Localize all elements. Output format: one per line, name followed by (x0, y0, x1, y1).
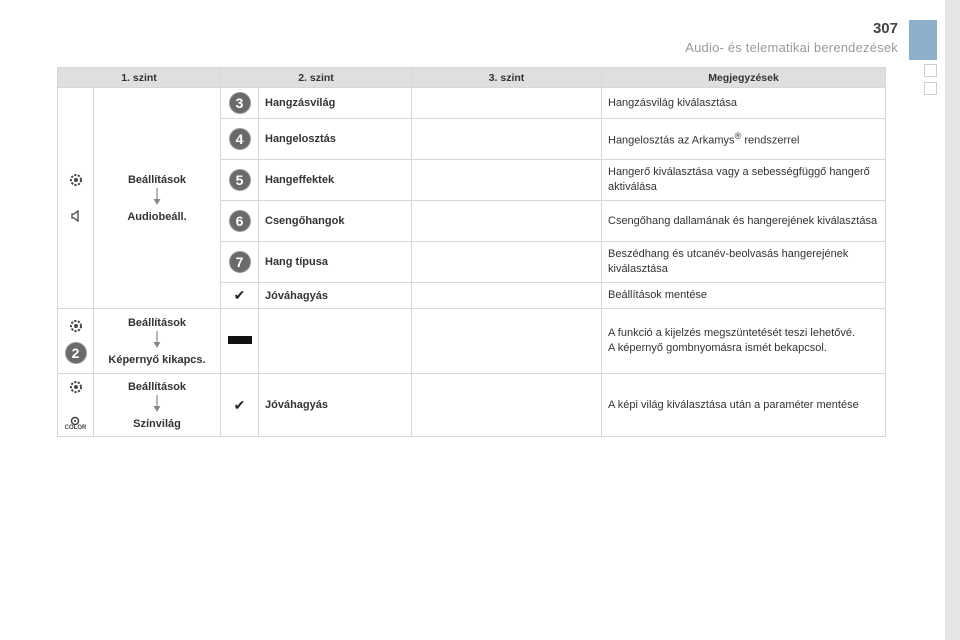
note-cell: A képi világ kiválasztása után a paraméter mentése (602, 374, 886, 437)
step-badge (221, 242, 259, 283)
level3-cell (412, 119, 602, 160)
screen-off-symbol-cell (221, 309, 259, 374)
check-cell (221, 374, 259, 437)
step-badge (221, 160, 259, 201)
table-header-row (58, 68, 886, 88)
number-badge: 7 (229, 251, 251, 273)
arrow-down-icon (152, 188, 162, 206)
note-cell (602, 119, 886, 160)
checkmark-icon: ✔ (233, 396, 246, 413)
checkmark-icon: ✔ (233, 287, 246, 303)
table-row (58, 374, 886, 437)
page-number: 307 (872, 20, 898, 37)
arrow-down-icon (152, 395, 162, 413)
note-text: rendszerrel (741, 134, 800, 147)
step-badge (221, 201, 259, 242)
menu-label-settings: Beállítások (127, 316, 187, 329)
level3-cell (412, 160, 602, 201)
level2-cell: Hangeffektek (259, 160, 412, 201)
settings-gear-icon (68, 318, 84, 334)
note-cell: Beszédhang és utcanév-beolvasás hangerejének kiválasztása (602, 242, 886, 283)
note-cell: Hangzásvilág kiválasztása (602, 88, 886, 119)
level2-cell: Jóváhagyás (259, 283, 412, 309)
number-badge: 3 (229, 92, 251, 114)
menu-label-settings: Beállítások (127, 173, 187, 186)
table-row (58, 309, 886, 374)
col-header-notes: Megjegyzések (602, 68, 886, 88)
level2-cell: Csengőhangok (259, 201, 412, 242)
level2-cell: Hangzásvilág (259, 88, 412, 119)
color-icon (65, 415, 87, 431)
level3-cell (412, 309, 602, 374)
chapter-title: Audio- és telematikai berendezések (685, 40, 898, 55)
col-header-level3: 3. szint (412, 68, 602, 88)
number-badge: 5 (229, 169, 251, 191)
settings-table (57, 67, 886, 437)
settings-gear-icon (68, 379, 84, 395)
level3-cell (412, 374, 602, 437)
screen-off-icon (228, 336, 252, 344)
note-cell: Beállítások mentése (602, 283, 886, 309)
col-header-level2: 2. szint (221, 68, 412, 88)
number-badge: 6 (229, 210, 251, 232)
page-marker-box (924, 64, 937, 77)
chapter-tab (909, 20, 937, 60)
level1-icons (58, 309, 94, 374)
note-cell: Csengőhang dallamának és hangerejének kiválasztása (602, 201, 886, 242)
number-badge: 2 (65, 342, 87, 364)
registered-mark: ® (734, 131, 742, 142)
level1-menu-screen-off (94, 309, 221, 374)
level2-cell: Hang típusa (259, 242, 412, 283)
arrow-down-icon (152, 331, 162, 349)
page-marker-box (924, 82, 937, 95)
note-line: A képernyő gombnyomásra ismét bekapcsol. (608, 342, 827, 354)
level3-cell (412, 242, 602, 283)
note-cell (602, 309, 886, 374)
level2-cell: Hangelosztás (259, 119, 412, 160)
note-text: Hangelosztás az Arkamys (608, 134, 735, 147)
menu-label-screen-off: Képernyő kikapcs. (108, 353, 206, 366)
speaker-icon (68, 208, 84, 224)
right-margin-strip (945, 0, 960, 640)
note-cell: Hangerő kiválasztása vagy a sebességfüggő hangerő aktiválása (602, 160, 886, 201)
note-line: A funkció a kijelzés megszüntetését teszi lehetővé. (608, 327, 856, 339)
level2-cell: Jóváhagyás (259, 374, 412, 437)
check-cell (221, 283, 259, 309)
level2-cell (259, 309, 412, 374)
color-icon-label: COLOR (64, 425, 87, 431)
level3-cell (412, 88, 602, 119)
level1-menu-color (94, 374, 221, 437)
menu-label-color: Színvilág (133, 417, 181, 430)
menu-label-audio: Audiobeáll. (127, 210, 187, 223)
step-badge (221, 119, 259, 160)
step-badge (221, 88, 259, 119)
level1-icons (58, 88, 94, 309)
level1-icons (58, 374, 94, 437)
settings-gear-icon (68, 172, 84, 188)
level3-cell (412, 201, 602, 242)
menu-label-settings: Beállítások (127, 380, 187, 393)
table-row (58, 88, 886, 119)
level3-cell (412, 283, 602, 309)
col-header-level1: 1. szint (58, 68, 221, 88)
number-badge: 4 (229, 128, 251, 150)
level1-menu-audio (94, 88, 221, 309)
